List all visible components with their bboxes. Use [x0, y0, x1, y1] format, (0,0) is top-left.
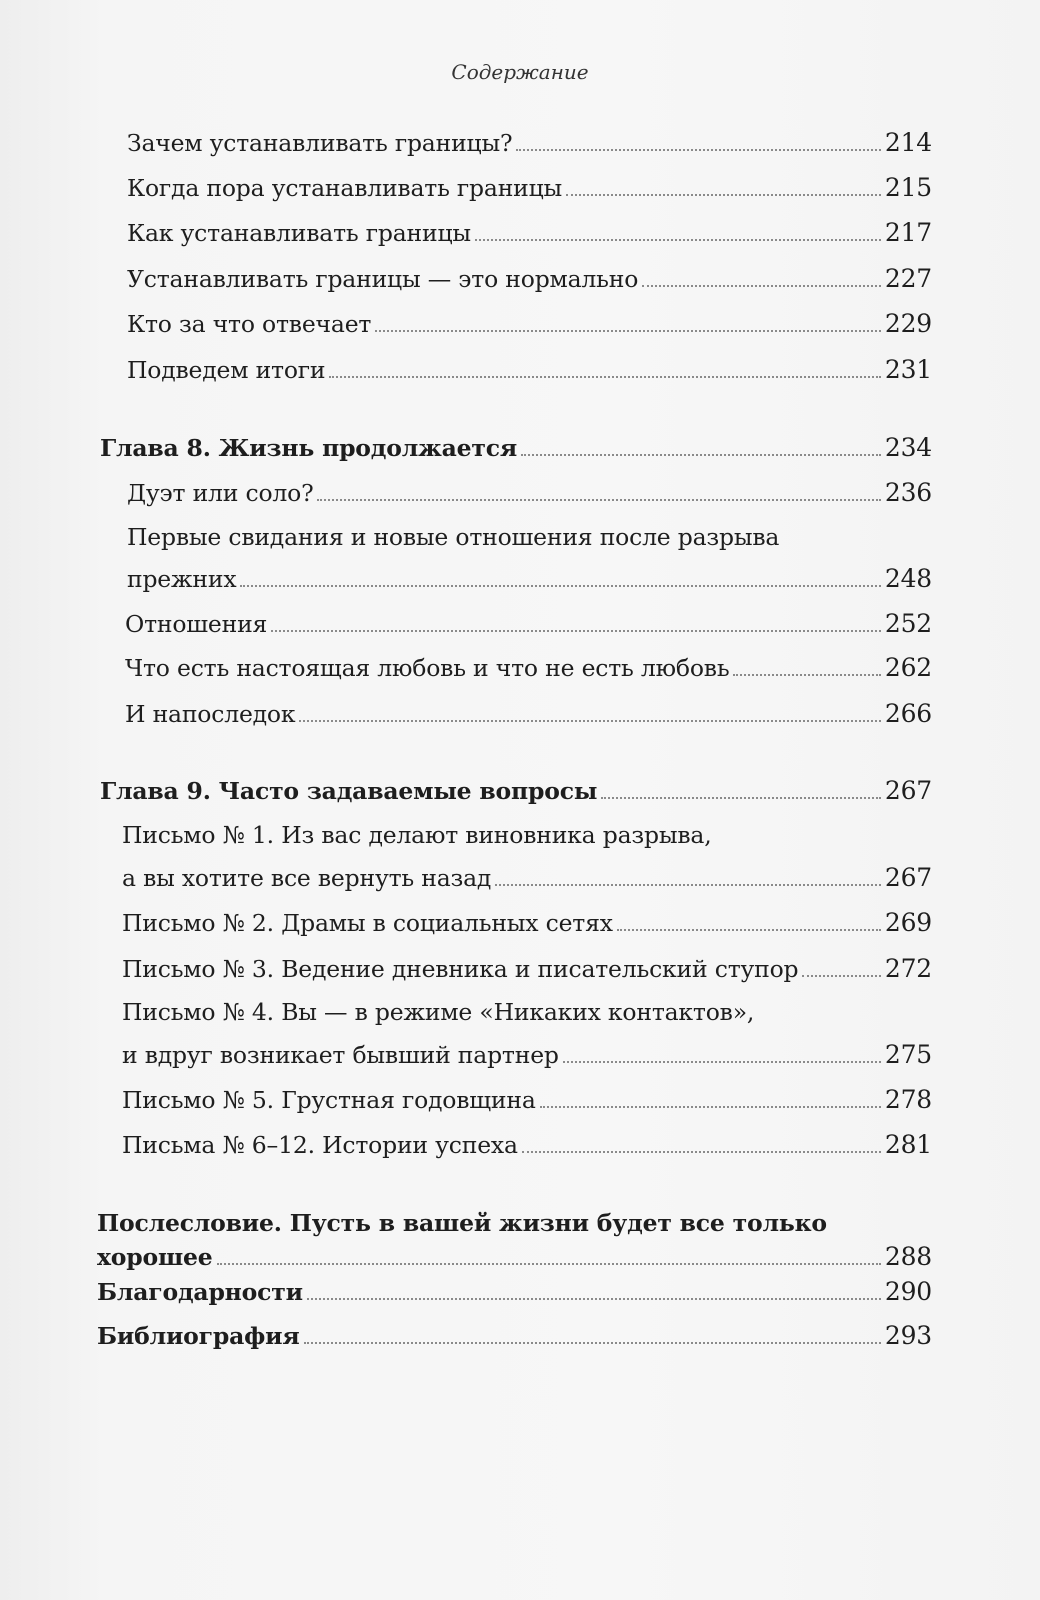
toc-entry	[127, 355, 932, 385]
dot-leader	[304, 1342, 881, 1344]
toc-entry-page: 214	[884, 128, 932, 157]
toc-entry-title: Дуэт или соло?	[127, 479, 314, 507]
toc-chapter-title: Благодарности	[97, 1278, 303, 1306]
toc-entry-title: Письмо № 2. Драмы в социальных сетях	[122, 909, 613, 937]
toc-entry	[127, 173, 932, 203]
toc-entry-page: 215	[884, 173, 932, 202]
toc-entry	[127, 478, 932, 508]
toc-chapter	[97, 1242, 932, 1272]
toc-entry	[125, 653, 932, 683]
toc-entry-title-line1: Письмо № 4. Вы — в режиме «Никаких контактов»,	[122, 998, 755, 1026]
toc-entry-title: И напоследок	[125, 700, 296, 728]
toc-entry-title-line1: Первые свидания и новые отношения после разрыва	[127, 523, 780, 551]
toc-entry-title: Когда пора устанавливать границы	[127, 174, 563, 202]
dot-leader	[522, 1151, 881, 1153]
toc-chapter-title: Глава 9. Часто задаваемые вопросы	[100, 777, 598, 805]
toc-entry-page: 227	[884, 264, 932, 293]
dot-leader	[495, 884, 881, 886]
toc-entry	[122, 954, 932, 984]
dot-leader	[375, 330, 881, 332]
toc-entry-title: Что есть настоящая любовь и что не есть любовь	[125, 654, 730, 682]
toc-chapter-title: хорошее	[97, 1243, 213, 1271]
dot-leader	[307, 1298, 881, 1300]
toc-entry	[127, 309, 932, 339]
dot-leader	[617, 929, 881, 931]
toc-entry-title: и вдруг возникает бывший партнер	[122, 1041, 559, 1069]
toc-entry-title: Письма № 6–12. Истории успеха	[122, 1131, 518, 1159]
toc-entry	[127, 564, 932, 594]
dot-leader	[475, 239, 881, 241]
toc-entry	[125, 699, 932, 729]
toc-entry-title: а вы хотите все вернуть назад	[122, 864, 492, 892]
toc-entry-page: 293	[884, 1321, 932, 1350]
toc-entry-page: 252	[884, 609, 932, 638]
dot-leader	[271, 630, 881, 632]
dot-leader	[642, 285, 881, 287]
dot-leader	[317, 499, 880, 501]
toc-entry-page: 231	[884, 355, 932, 384]
dot-leader	[240, 585, 880, 587]
dot-leader	[563, 1061, 881, 1063]
toc-entry-title: Кто за что отвечает	[127, 310, 372, 338]
dot-leader	[516, 149, 881, 151]
toc-entry-page: 236	[884, 478, 932, 507]
toc-entry-title: Как устанавливать границы	[127, 219, 471, 247]
toc-entry	[127, 264, 932, 294]
toc-entry-page: 229	[884, 309, 932, 338]
toc-entry	[122, 863, 932, 893]
dot-leader	[299, 720, 881, 722]
toc-entry-title: Устанавливать границы — это нормально	[127, 265, 639, 293]
toc-entry-page: 267	[884, 863, 932, 892]
toc-entry-page: 278	[884, 1085, 932, 1114]
toc-entry	[127, 218, 932, 248]
running-head: Содержание	[451, 60, 589, 84]
toc-entry-page: 281	[884, 1130, 932, 1159]
toc-entry-title: Подведем итоги	[127, 356, 326, 384]
toc-entry-page: 267	[884, 776, 932, 805]
dot-leader	[566, 194, 881, 196]
toc-entry-title: прежних	[127, 565, 237, 593]
dot-leader	[601, 797, 881, 799]
toc-entry-page: 234	[884, 433, 932, 462]
toc-entry-page: 248	[884, 564, 932, 593]
toc-entry-page: 272	[884, 954, 932, 983]
toc-entry-page: 266	[884, 699, 932, 728]
toc-chapter	[100, 776, 932, 806]
dot-leader	[540, 1106, 881, 1108]
toc-entry	[122, 1040, 932, 1070]
toc-entry-title: Отношения	[125, 610, 268, 638]
toc-chapter-title-line1: Послесловие. Пусть в вашей жизни будет все только	[97, 1209, 827, 1237]
dot-leader	[733, 674, 880, 676]
toc-chapter	[100, 433, 932, 463]
dot-leader	[521, 454, 881, 456]
toc-entry	[125, 609, 932, 639]
toc-entry-title: Зачем устанавливать границы?	[127, 129, 513, 157]
toc-chapter	[97, 1321, 932, 1351]
toc-entry-page: 262	[884, 653, 932, 682]
dot-leader	[217, 1263, 881, 1265]
toc-entry-page: 290	[884, 1277, 932, 1306]
toc-entry-title: Письмо № 5. Грустная годовщина	[122, 1086, 536, 1114]
toc-chapter-title: Глава 8. Жизнь продолжается	[100, 434, 518, 462]
toc-entry	[122, 1085, 932, 1115]
toc-entry-page: 269	[884, 908, 932, 937]
toc-entry	[127, 128, 932, 158]
toc-chapter	[97, 1277, 932, 1307]
toc-chapter-title: Библиография	[97, 1322, 300, 1350]
toc-entry-page: 217	[884, 218, 932, 247]
toc-entry-title-line1: Письмо № 1. Из вас делают виновника разрыва,	[122, 821, 712, 849]
dot-leader	[802, 975, 880, 977]
dot-leader	[329, 376, 881, 378]
toc-entry-page: 288	[884, 1242, 932, 1271]
toc-entry-page: 275	[884, 1040, 932, 1069]
toc-entry	[122, 1130, 932, 1160]
toc-entry-title: Письмо № 3. Ведение дневника и писательский ступор	[122, 955, 799, 983]
toc-entry	[122, 908, 932, 938]
